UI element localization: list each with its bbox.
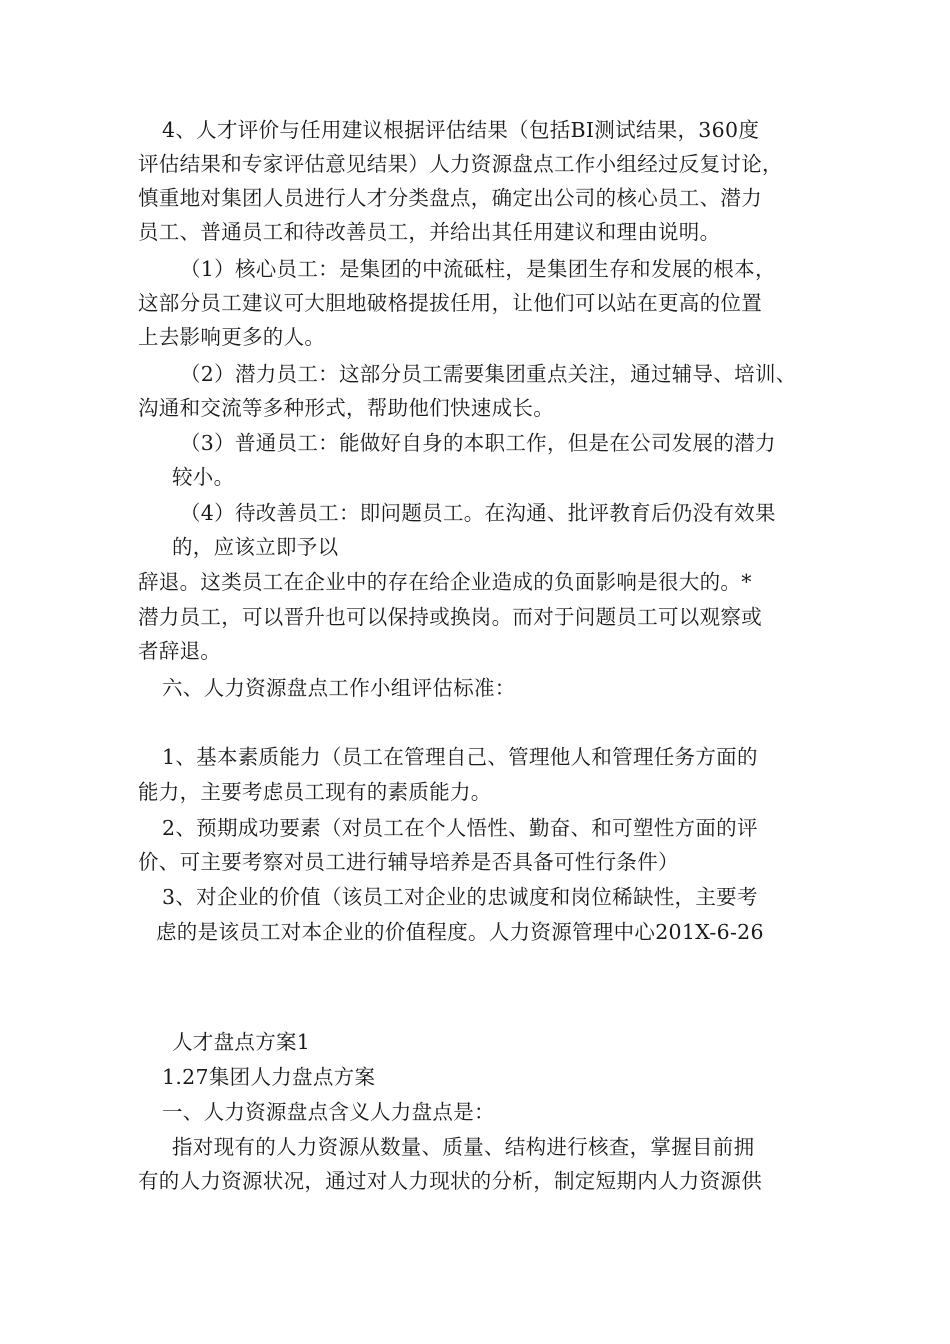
text-line: 沟通和交流等多种形式，帮助他们快速成长。 bbox=[138, 396, 554, 420]
text-line: 慎重地对集团人员进行人才分类盘点，确定出公司的核心员工、潜力 bbox=[138, 186, 762, 210]
text-line: （2）潜力员工：这部分员工需要集团重点关注，通过辅导、培训、 bbox=[180, 362, 797, 386]
text-line: 这部分员工建议可大胆地破格提拔任用，让他们可以站在更高的位置 bbox=[138, 291, 762, 315]
text-line: 较小。 bbox=[172, 465, 235, 489]
text-line: 有的人力资源状况，通过对人力现状的分析，制定短期内人力资源供 bbox=[138, 1169, 762, 1193]
text-line: 评估结果和专家评估意见结果）人力资源盘点工作小组经过反复讨论， bbox=[138, 152, 783, 176]
text-line: 者辞退。 bbox=[138, 639, 222, 663]
text-line: 虑的是该员工对本企业的价值程度。人力资源管理中心201X-6-26 bbox=[156, 920, 764, 944]
text-line: （3）普通员工：能做好自身的本职工作，但是在公司发展的潜力 bbox=[180, 431, 776, 455]
section-heading: 一、人力资源盘点含义人力盘点是： bbox=[162, 1100, 495, 1124]
text-line: 员工、普通员工和待改善员工，并给出其任用建议和理由说明。 bbox=[138, 220, 721, 244]
text-line: 4、人才评价与任用建议根据评估结果（包括BI测试结果，360度 bbox=[162, 118, 760, 142]
text-line: 上去影响更多的人。 bbox=[138, 325, 326, 349]
text-line: 的，应该立即予以 bbox=[172, 535, 339, 559]
section-heading: 六、人力资源盘点工作小组评估标准： bbox=[162, 676, 516, 700]
text-line: （4）待改善员工：即问题员工。在沟通、批评教育后仍没有效果 bbox=[180, 501, 776, 525]
text-line: 辞退。这类员工在企业中的存在给企业造成的负面影响是很大的。* bbox=[138, 570, 752, 594]
text-line: 潜力员工，可以晋升也可以保持或换岗。而对于问题员工可以观察或 bbox=[138, 605, 762, 629]
plan-title: 人才盘点方案1 bbox=[172, 1030, 311, 1054]
text-line: 能力，主要考虑员工现有的素质能力。 bbox=[138, 780, 492, 804]
text-line: 2、预期成功要素（对员工在个人悟性、勤奋、和可塑性方面的评 bbox=[162, 816, 758, 840]
text-line: 指对现有的人力资源从数量、质量、结构进行核查，掌握目前拥 bbox=[172, 1135, 755, 1159]
text-line: 价、可主要考察对员工进行辅导培养是否具备可性行条件） bbox=[138, 850, 679, 874]
text-line: （1）核心员工：是集团的中流砥柱，是集团生存和发展的根本， bbox=[180, 257, 776, 281]
text-line: 3、对企业的价值（该员工对企业的忠诚度和岗位稀缺性，主要考 bbox=[162, 885, 758, 909]
text-line: 1、基本素质能力（员工在管理自己、管理他人和管理任务方面的 bbox=[162, 745, 758, 769]
plan-subtitle: 1.27集团人力盘点方案 bbox=[162, 1065, 376, 1089]
